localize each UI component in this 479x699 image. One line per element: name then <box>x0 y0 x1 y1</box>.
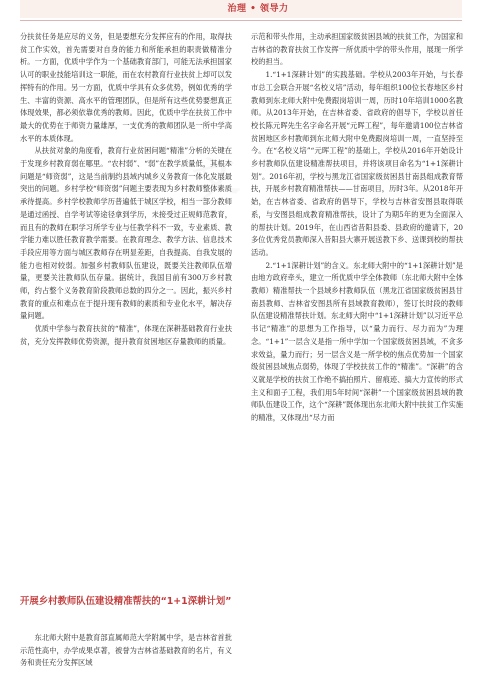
left-column <box>20 31 232 693</box>
body-paragraph: 优质中学参与教育扶贫的“精准”，体现在深耕基础教育行业扶贫，充分发挥教师优势资源，提升教育贫困地区存量教师的质量。 <box>20 324 232 346</box>
section-heading: 开展乡村教师队伍建设精准帮扶的“1+1深耕计划” <box>20 596 232 607</box>
section-body <box>20 632 232 670</box>
body-paragraph: 从扶贫对象的角度看，教育行业贫困问题“精准”分析的关键在于发现乡村教育弱在哪里。“农村弱”、“弱”在教学质量低，其根本问题是“师资弱”，这是当前制约县域内城乡义务教育一体化发展最突出的问题。乡村学校“师资弱”问题主要表现为乡村教师整体素质承待提高。乡村学校教师学历普遍低于城区学校，相当一部分教师是通过函授、自学考试等途径拿到学历，未接受过正规师范教育，而且有的教师在职学习所学专业与任教学科不一致，专业素质、教学能力难以胜任教育教学需要。在教育理念、教学方法、信息技术手段应用等方面与城区教师存在明显差距，自我提高、自我发展的能力也相对较弱。加强乡村教师队伍建设，既要关注教师队伍增量，更要关注教师队伍存量。据统计，我国目前有300万乡村教师，约占整个义务教育阶段教师总数的四分之一。因此，振兴乡村教育的重点和难点在于提升现有教师的素质和专业化水平，解决存量问题。 <box>20 146 232 321</box>
section-header-title: 治理 • 领导力 <box>227 4 289 14</box>
header-divider <box>20 20 462 21</box>
body-paragraph: 1.“1+1深耕计划”的实践基础。学校从2003年开始，与长春市总工会联合开展“名校义培”活动，每年组织100位长春地区乡村教师到东北师大附中免费跟岗培训一周，历时10年培训1000名教师。从2013年开始，在吉林省委、省政府的倡导下，学校以首任校长陈元晖先生名字命名开展“元晖工程”，每年邀请100位吉林省贫困地区乡村教师到东北师大附中免费跟岗培训一周，一直坚持至今。在“名校义培”“元晖工程”的基础上，学校从2016年开始设计乡村教师队伍建设精准帮扶项目，并将该项目命名为“1+1深耕计划”。2016年初，学校与黑龙江省国家级贫困县甘南县组成教育帮扶，开展乡村教育精准帮扶——甘南项目，历时3年。从2018年开始，在吉林省委、省政府的倡导下，学校与吉林省安图县取得联系，与安图县组成教育精准帮扶，设计了为期5年的更为全面深入的帮扶计划。2019年，在山西省昔阳县委、县政府的邀请下，20多位优秀党员教师深入昔阳县大寨开展送教下乡、送课到校的帮扶活动。 <box>251 70 463 257</box>
body-paragraph: 2.“1+1深耕计划”的含义。东北师大附中的“1+1深耕计划”是由地方政府牵头，建立一所优质中学全体教师（东北师大附中全体教师）精准帮扶一个县域乡村教师队伍（黑龙江省国家级贫困县甘南县教师、吉林省安图县所有县域教育教师），签订长时段的教师队伍建设精准帮扶计划。东北师大附中“1+1深耕计划”以习近平总书记“精准”的思想为工作指导，以“量力而行、尽力而为”为理念。“1+1”一层含义是指一所中学加一个国家级贫困县域，不贪多求效益，量力而行；另一层含义是一所学校的焦点优势加一个国家级贫困县域焦点弱势，体现了学校扶贫工作的“精准”。“深耕”的含义就是学校的扶贫工作绝不搞拍照片、留痕迹、搞大力宣传的形式主义和面子工程，我们用5年时间“深耕”一个国家级贫困县域的教师队伍建设工作，这个“深耕”既体现出东北师大附中扶贫工作实施的精准，又体现出“尽力而 <box>251 260 463 423</box>
body-paragraph: 东北师大附中是教育部直属师范大学附属中学，是吉林省首批示范性高中，办学成果卓著，被誉为吉林省基础教育的名片，有义务和责任充分发挥区域 <box>20 633 232 668</box>
right-column <box>251 31 463 693</box>
body-paragraph: 示范和带头作用，主动承担国家级贫困县域的扶贫工作，为国家和吉林省的教育扶贫工作发挥一所优质中学的带头作用，展现一所学校的担当。 <box>251 32 463 67</box>
watermark-stamp: 文 <box>188 149 243 209</box>
body-paragraph: 分扶贫任务是应尽的义务，但是要想充分发挥应有的作用，取得扶贫工作实效，首先需要对自身的能力和所能承担的职责做精准分析。一方面，优质中学作为一个基础教育部门，可能无法承担国家认可的职业技能培训这一职能，而在农村教育行业扶贫上却可以发挥特有的作用。另一方面，优质中学具有众多优势，例如优秀的学生、丰富的资源、高水平的管理团队，但是所有这些优势要想真正体现效果，都必须依靠优秀的教师。因此，优质中学在扶贫工作中最大的优势在于师资力量雄厚，一支优秀的教师团队是一所中学高水平的本质体现。 <box>20 32 232 143</box>
